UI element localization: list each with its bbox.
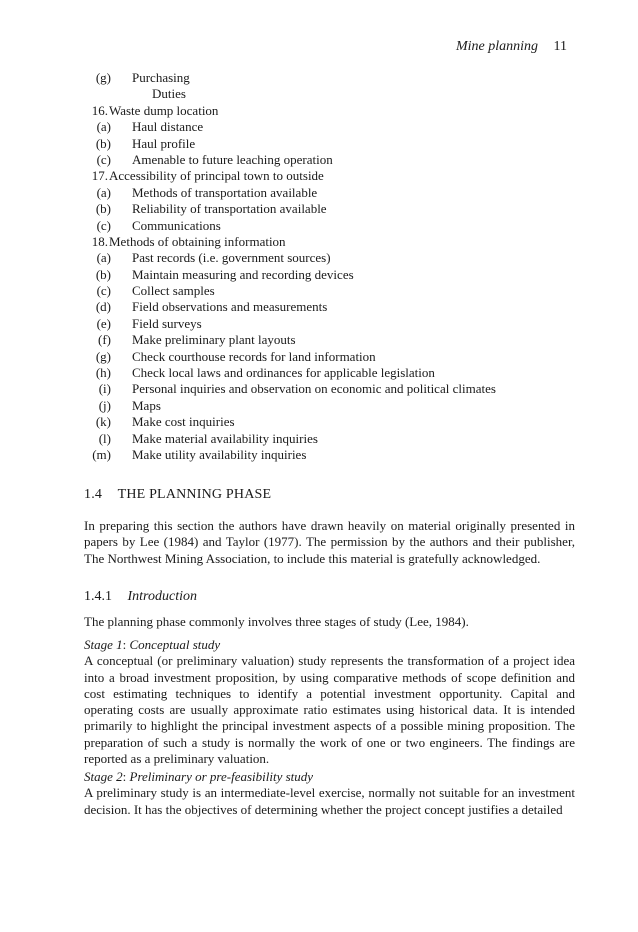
list-item-letter: (m) [92, 446, 111, 462]
stage1-heading [84, 637, 575, 653]
list-item-letter: (g) [95, 348, 111, 364]
list-subitem [84, 398, 584, 414]
section-intro-block [84, 518, 575, 567]
stage1-paragraph: A conceptual (or preliminary valuation) study represents the transformation of a project idea into a broad investment proposition, by using comparative methods of scope definition and cost estimating techniques to identify a potential investment opportunity. Capital and operating costs are usually approximate ratio estimates using historical data. It is intended primarily to highlight the principal investment aspects of a possible mining proposition. The preparation of such a study is normally the work of one or two engineers. The findings are reported as a preliminary valuation. [84, 653, 575, 767]
list-item-letter: (d) [95, 299, 111, 315]
stage1-label: Stage 1 [84, 637, 123, 652]
list-item-text: Personal inquiries and observation on economic and political climates [132, 381, 496, 397]
intro-block [84, 614, 575, 630]
section-title: THE PLANNING PHASE [117, 487, 272, 502]
section-number: 1.4 [84, 487, 103, 502]
list-item-letter: (j) [98, 397, 111, 413]
list-item-text: Check courthouse records for land information [132, 348, 376, 364]
stage1-title: Conceptual study [129, 637, 221, 652]
stage2-title: Preliminary or pre-feasibility study [129, 769, 314, 784]
list-item-letter: (b) [95, 266, 111, 282]
stage2-block [84, 769, 575, 818]
list-subitem [84, 185, 584, 201]
list-subitem [84, 414, 584, 430]
list-subitem [84, 349, 584, 365]
list-item-text: Field surveys [132, 315, 202, 331]
list-item-number: 18. [91, 233, 108, 249]
list-item-letter: (b) [95, 201, 111, 217]
list-item-letter: (a) [96, 119, 111, 135]
running-header-title: Mine planning [455, 39, 539, 54]
list-item-text: Amenable to future leaching operation [132, 151, 333, 167]
list-item-text: Haul profile [132, 135, 196, 151]
stage2-heading [84, 769, 575, 785]
list-item-text: Haul distance [132, 119, 204, 135]
list-subitem [84, 267, 584, 283]
list-subitem [84, 447, 584, 463]
list-item-text: Make material availability inquiries [132, 430, 318, 446]
list-item-letter: (f) [98, 332, 111, 348]
list-item-text: Methods of transportation available [132, 184, 318, 200]
list-item-letter: (e) [96, 315, 111, 331]
list-item-text: Collect samples [132, 283, 215, 299]
list-item-letter: (a) [96, 184, 111, 200]
list-subitem [84, 381, 584, 397]
section-heading [84, 487, 271, 503]
list-item-letter: (g) [95, 70, 111, 85]
list-subitem [84, 136, 584, 152]
subsection-title: Introduction [127, 589, 197, 604]
list-item-number: 17. [91, 168, 108, 184]
list-item-text: Make preliminary plant layouts [132, 332, 296, 348]
list-item-letter: (k) [95, 414, 111, 430]
stage2-label: Stage 2 [84, 769, 123, 784]
list-item-continuation: Duties [152, 86, 186, 102]
list-subitem [84, 119, 584, 135]
list-item-text: Check local laws and ordinances for applicable legislation [132, 365, 435, 381]
list-item-letter: (c) [96, 283, 111, 299]
stage2-paragraph: A preliminary study is an intermediate-level exercise, normally not suitable for an investment decision. It has the objectives of determining whether the project concept justifies a detailed [84, 785, 575, 817]
list-item-text: Make utility availability inquiries [132, 446, 307, 462]
intro-paragraph: The planning phase commonly involves three stages of study (Lee, 1984). [84, 614, 469, 629]
list-heading-item [84, 103, 584, 119]
running-header [456, 38, 567, 56]
page-number: 11 [553, 39, 567, 54]
list-item-letter: (l) [98, 430, 111, 446]
list-subitem [84, 152, 584, 168]
list-item-letter: (i) [98, 381, 111, 397]
list-subitem [84, 316, 584, 332]
list-item-letter: (c) [96, 151, 111, 167]
list-subitem [84, 250, 584, 266]
list-item-text: Waste dump location [109, 102, 219, 118]
list-item-text: Accessibility of principal town to outside [109, 168, 324, 184]
list-item-text: Field observations and measurements [132, 299, 328, 315]
list-item-letter: (a) [96, 250, 111, 266]
list-subitem [84, 283, 584, 299]
list-item-text: Maps [132, 397, 161, 413]
list-item-letter: (b) [95, 135, 111, 151]
list-subitem [84, 218, 584, 234]
list-subitem [84, 299, 584, 315]
list-item-text: Maintain measuring and recording devices [132, 266, 354, 282]
list-item-letter: (h) [95, 365, 111, 381]
list-item-text: Communications [132, 217, 221, 233]
stage1-block [84, 637, 575, 767]
list-item-number: 16. [91, 102, 108, 118]
list-subitem [84, 431, 584, 447]
stage1-separator: : [122, 637, 130, 652]
list-item-text: Methods of obtaining information [109, 233, 286, 249]
list-heading-item [84, 168, 584, 184]
list-subitem [84, 332, 584, 348]
list-subitem [84, 70, 584, 86]
requirements-list [84, 70, 584, 463]
list-subitem [84, 201, 584, 217]
list-subitem [84, 365, 584, 381]
list-item-letter: (c) [96, 217, 111, 233]
list-item-text: Make cost inquiries [132, 414, 235, 430]
list-subitem [84, 86, 584, 102]
subsection-number: 1.4.1 [84, 589, 112, 604]
section-paragraph: In preparing this section the authors have drawn heavily on material originally presented in papers by Lee (1984) and Taylor (1977). The permission by the authors and their publisher, The Northwest Mining Association, to include this material is gratefully acknowledged. [84, 518, 575, 566]
list-item-text: Reliability of transportation available [132, 201, 327, 217]
list-item-text: Purchasing [132, 70, 190, 85]
subsection-heading [84, 589, 197, 605]
list-item-text: Past records (i.e. government sources) [132, 250, 331, 266]
stage2-separator: : [122, 769, 130, 784]
list-heading-item [84, 234, 584, 250]
